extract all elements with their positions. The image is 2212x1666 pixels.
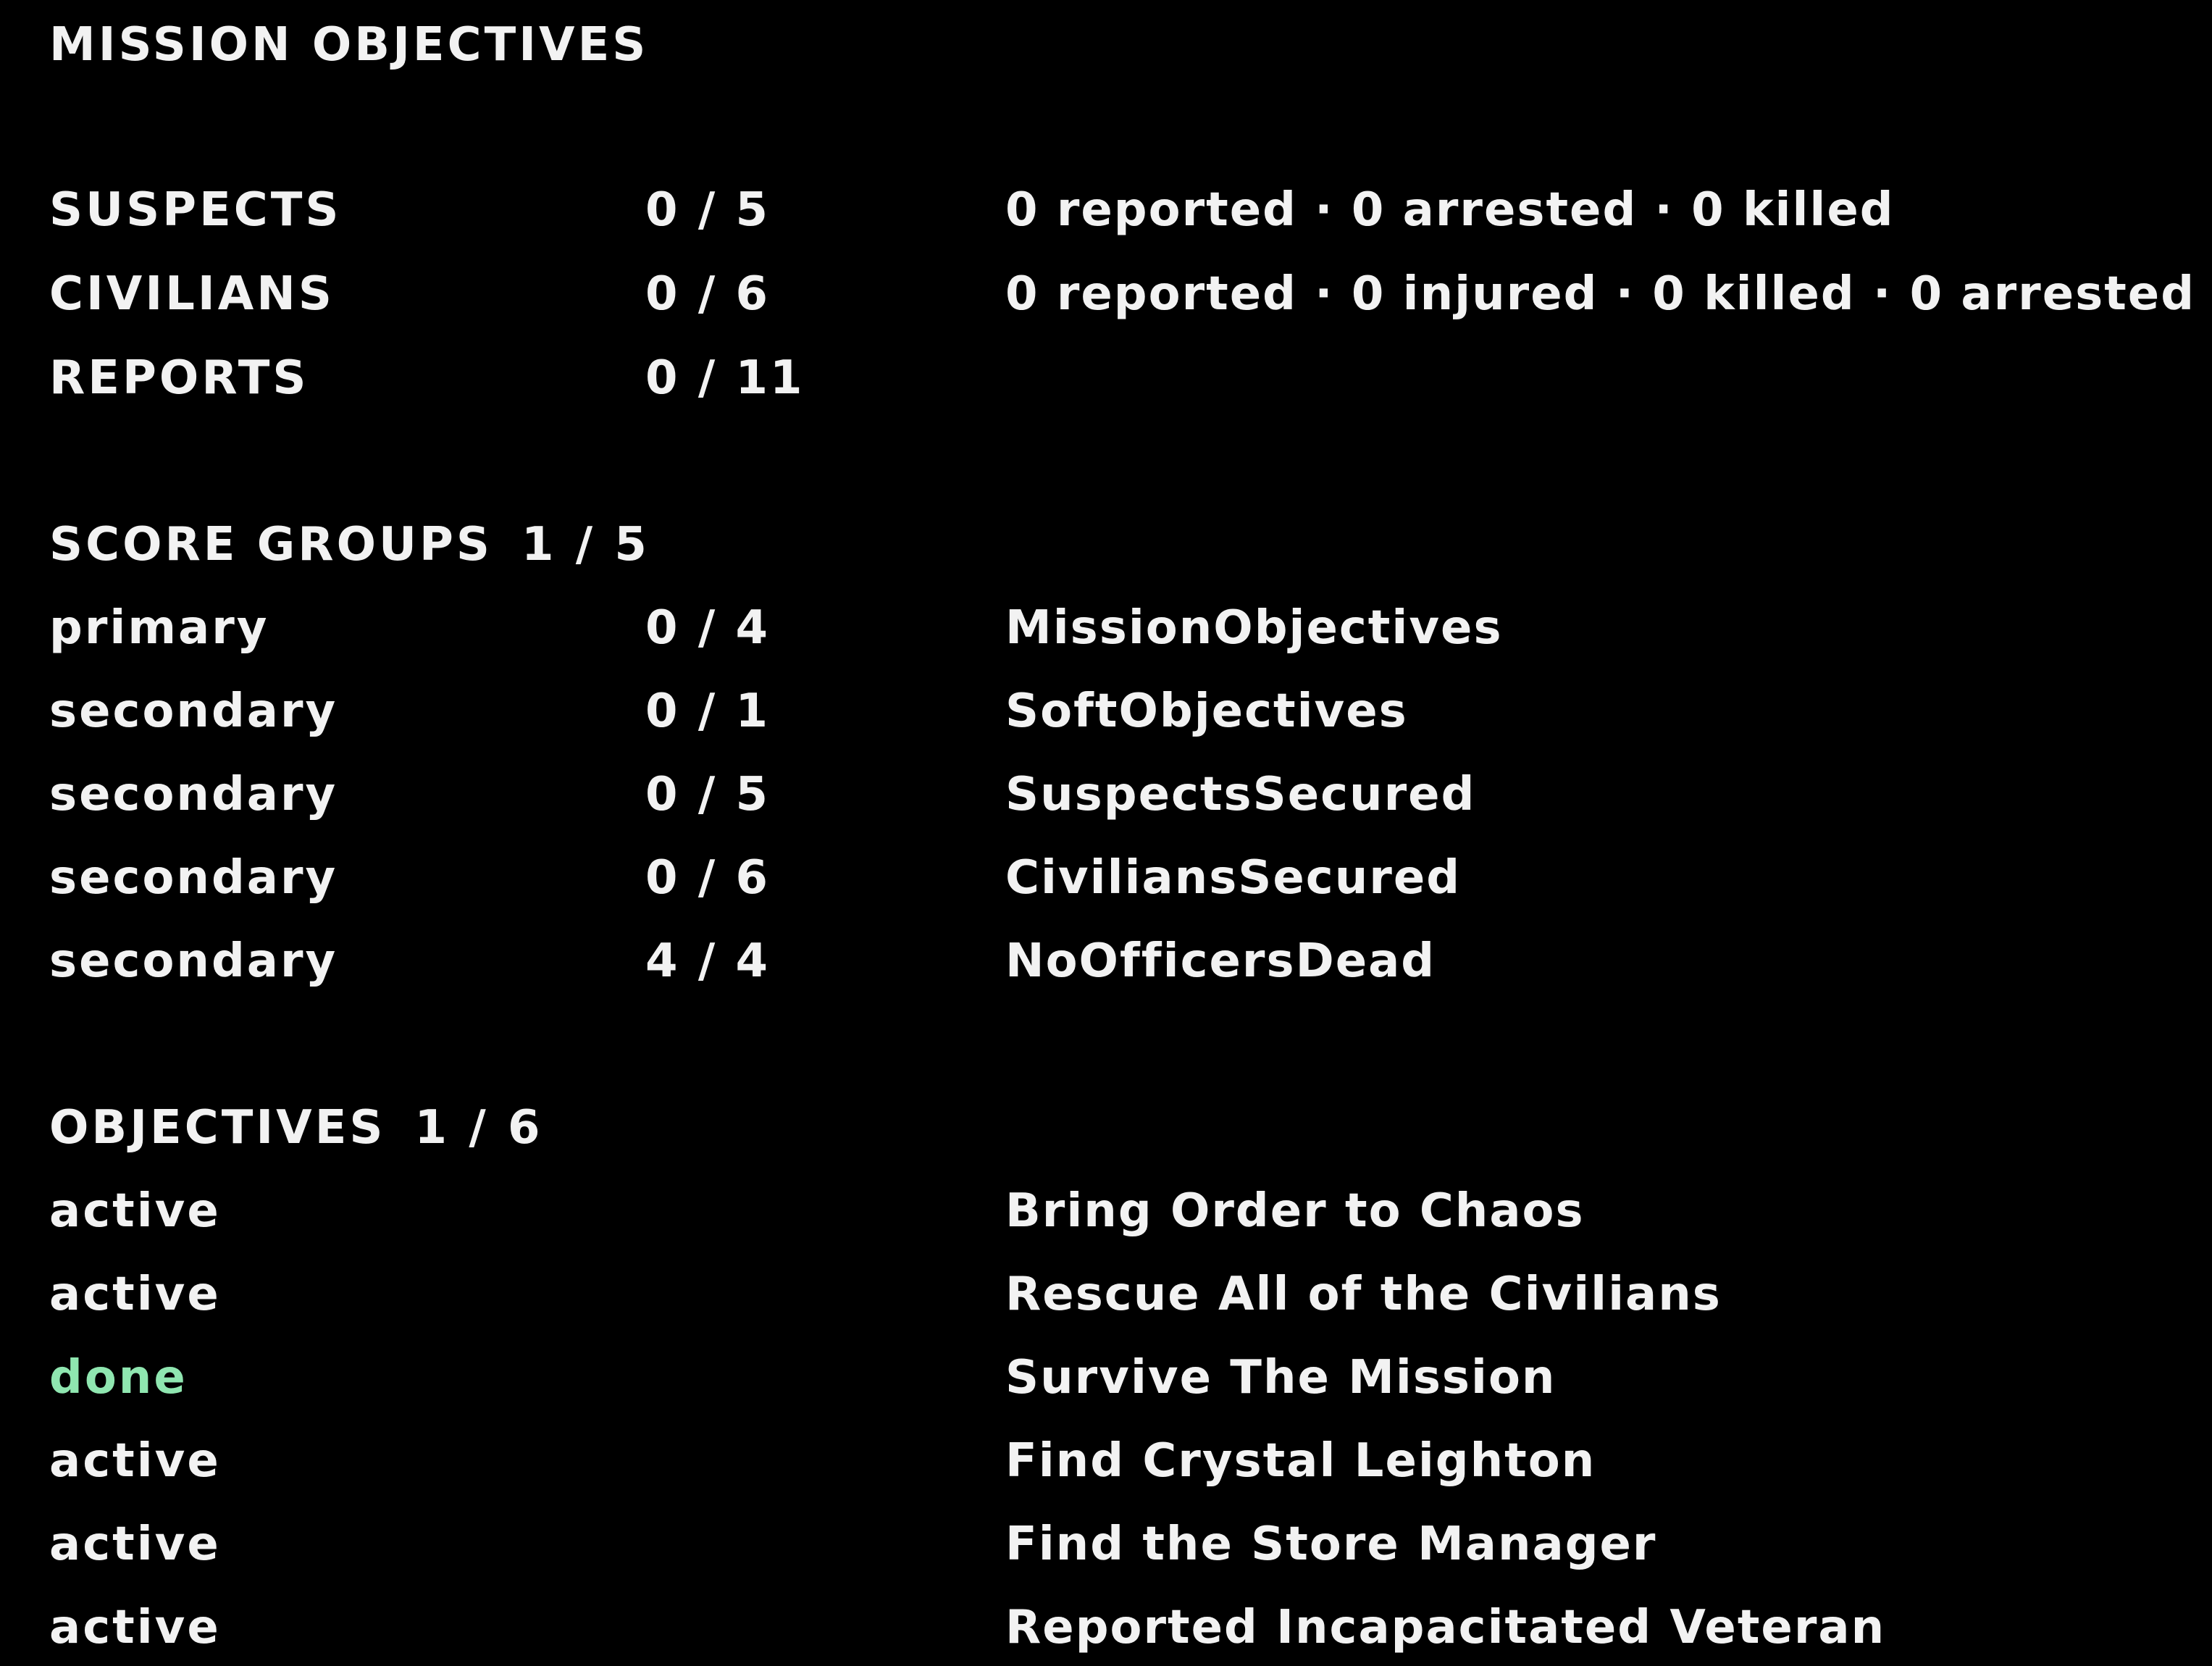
score-group-count: 0 / 4	[645, 601, 770, 655]
objective-name: Find the Store Manager	[1005, 1518, 1657, 1571]
score-group-name: SoftObjectives	[1005, 685, 1408, 738]
score-groups-heading	[49, 516, 650, 574]
tally-row-suspects	[49, 181, 2193, 239]
objective-status: active	[49, 1434, 221, 1488]
score-group-tier: secondary	[49, 934, 338, 988]
objective-status: active	[49, 1518, 221, 1571]
tally-count: 0 / 5	[645, 183, 770, 237]
score-group-name: NoOfficersDead	[1005, 934, 1436, 988]
objective-name: Bring Order to Chaos	[1005, 1184, 1585, 1238]
score-group-count: 4 / 4	[645, 934, 770, 988]
score-group-name: MissionObjectives	[1005, 601, 1503, 655]
tally-label: REPORTS	[49, 351, 309, 405]
score-group-count: 0 / 5	[645, 768, 770, 821]
tally-row-civilians	[49, 265, 2193, 323]
objective-row	[49, 1182, 2193, 1240]
objective-name: Rescue All of the Civilians	[1005, 1268, 1722, 1321]
panel-title: MISSION OBJECTIVES	[49, 18, 649, 72]
score-group-tier: secondary	[49, 768, 338, 821]
objective-row	[49, 1432, 2193, 1490]
score-group-tier: primary	[49, 601, 269, 655]
score-group-count: 0 / 1	[645, 685, 770, 738]
objective-status: active	[49, 1184, 221, 1238]
objective-row	[49, 1265, 2193, 1323]
tally-label: SUSPECTS	[49, 183, 342, 237]
score-group-row	[49, 766, 2193, 824]
score-group-count: 0 / 6	[645, 851, 770, 905]
objective-status: active	[49, 1268, 221, 1321]
objective-status: active	[49, 1601, 221, 1654]
objective-row	[49, 1515, 2193, 1573]
objectives-heading	[49, 1099, 543, 1157]
score-group-name: SuspectsSecured	[1005, 768, 1476, 821]
tally-detail: 0 reported · 0 arrested · 0 killed	[1005, 183, 1895, 237]
tally-detail: 0 reported · 0 injured · 0 killed · 0 arrested	[1005, 267, 2195, 321]
tally-row-reports	[49, 349, 2193, 407]
objective-name: Reported Incapacitated Veteran	[1005, 1601, 1886, 1654]
score-group-row	[49, 599, 2193, 657]
score-group-tier: secondary	[49, 685, 338, 738]
score-group-name: CiviliansSecured	[1005, 851, 1462, 905]
score-groups-count: 1 / 5	[521, 518, 650, 572]
tally-count: 0 / 11	[645, 351, 805, 405]
objective-name: Survive The Mission	[1005, 1351, 1557, 1405]
score-group-row	[49, 849, 2193, 907]
score-group-tier: secondary	[49, 851, 338, 905]
objective-row	[49, 1349, 2193, 1407]
score-group-row	[49, 682, 2193, 740]
objective-name: Find Crystal Leighton	[1005, 1434, 1596, 1488]
score-groups-label: SCORE GROUPS	[49, 518, 493, 572]
tally-count: 0 / 6	[645, 267, 770, 321]
tally-label: CIVILIANS	[49, 267, 335, 321]
score-group-row	[49, 932, 2193, 990]
objectives-count: 1 / 6	[414, 1101, 543, 1155]
objective-row	[49, 1599, 2193, 1657]
objectives-label: OBJECTIVES	[49, 1101, 386, 1155]
objective-status-done: done	[49, 1351, 188, 1405]
